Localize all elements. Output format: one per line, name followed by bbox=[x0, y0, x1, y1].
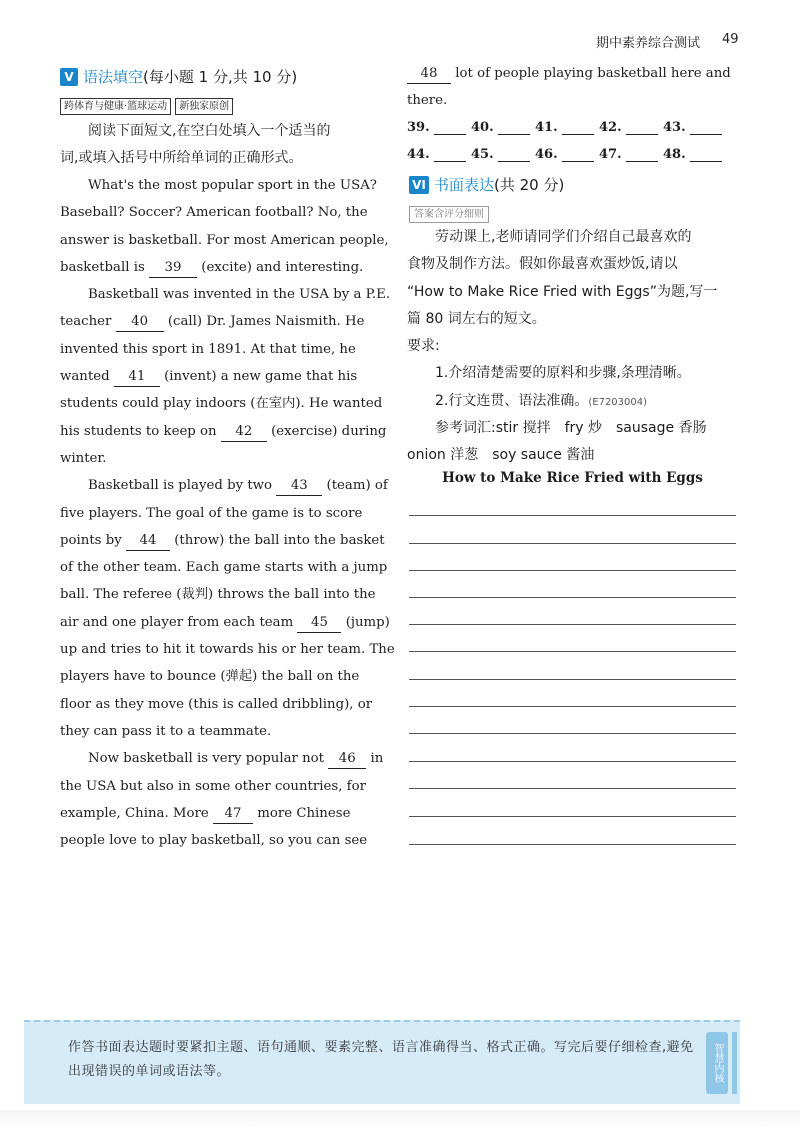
answer-item bbox=[471, 147, 535, 162]
section-6-tag-wrap bbox=[409, 202, 489, 223]
answer-number: 45. bbox=[471, 147, 494, 162]
passage-line bbox=[60, 418, 388, 445]
text: his students to keep on bbox=[60, 423, 217, 439]
answer-row-2 bbox=[407, 147, 727, 162]
answer-item bbox=[599, 147, 663, 162]
answer-item bbox=[471, 120, 535, 135]
answer-number: 43. bbox=[663, 120, 686, 135]
writing-line[interactable] bbox=[409, 705, 736, 707]
section-5-instruction bbox=[60, 118, 388, 173]
passage-line: the USA but also in some other countries, for bbox=[60, 778, 366, 794]
passage-line: players have to bounce (弹起) the ball on the bbox=[60, 669, 360, 685]
answer-line[interactable] bbox=[690, 149, 722, 162]
requirement-2 bbox=[407, 388, 737, 415]
passage-line: floor as they move (this is called dribbling), or bbox=[60, 696, 373, 712]
section-5-badge: V bbox=[60, 68, 78, 86]
answer-number: 46. bbox=[535, 147, 558, 162]
answer-line[interactable] bbox=[434, 122, 466, 135]
section-6-badge: VI bbox=[409, 176, 429, 194]
writing-line[interactable] bbox=[409, 623, 736, 625]
requirements-label: 要求: bbox=[407, 338, 440, 355]
tag-cross-subject: 跨体育与健康·篮球运动 bbox=[60, 98, 171, 115]
passage-line: five players. The goal of the game is to score bbox=[60, 505, 363, 521]
answer-line[interactable] bbox=[562, 122, 594, 135]
blank-43[interactable]: 43 bbox=[276, 477, 322, 496]
answer-item bbox=[407, 147, 471, 162]
passage-line: winter. bbox=[60, 450, 107, 466]
answer-line[interactable] bbox=[626, 122, 658, 135]
writing-line[interactable] bbox=[409, 569, 736, 571]
text: wanted bbox=[60, 369, 110, 385]
section-5-heading bbox=[60, 66, 297, 87]
text: (jump) bbox=[345, 614, 390, 630]
writing-line[interactable] bbox=[409, 678, 736, 680]
tip-text: 作答书面表达题时要紧扣主题、语句通顺、要素完整、语言准确得当、格式正确。写完后要仔细检查,避免出现错误的单词或语法等。 bbox=[68, 1040, 694, 1079]
writing-line[interactable] bbox=[409, 843, 736, 845]
section-5-name: 语法填空 bbox=[83, 68, 144, 86]
passage-line: people love to play basketball, so you can see bbox=[60, 833, 368, 849]
writing-line[interactable] bbox=[409, 760, 736, 762]
text: (team) of bbox=[326, 478, 388, 494]
page-number: 49 bbox=[722, 32, 739, 47]
section-5-score: (每小题 1 分,共 10 分) bbox=[143, 68, 298, 86]
answer-line[interactable] bbox=[626, 149, 658, 162]
passage-line bbox=[60, 472, 388, 499]
passage-line: up and tries to hit it towards his or her team. The bbox=[60, 642, 395, 658]
answer-number: 42. bbox=[599, 120, 622, 135]
answer-row-1 bbox=[407, 120, 727, 135]
passage-line: ball. The referee (裁判) throws the ball into the bbox=[60, 587, 376, 603]
answer-item bbox=[599, 120, 663, 135]
blank-48[interactable]: 48 bbox=[407, 65, 451, 84]
passage-line: there. bbox=[407, 93, 448, 109]
answer-number: 48. bbox=[663, 147, 686, 162]
writing-line[interactable] bbox=[409, 815, 736, 817]
text: (throw) the ball into the basket bbox=[174, 532, 385, 548]
prompt-line: 食物及制作方法。假如你最喜欢蛋炒饭,请以 bbox=[407, 256, 678, 273]
passage-line: Baseball? Soccer? American football? No, the bbox=[60, 205, 368, 221]
answer-line[interactable] bbox=[562, 149, 594, 162]
instruction-line-2: 词,或填入括号中所给单词的正确形式。 bbox=[60, 150, 303, 167]
text: Basketball is played by two bbox=[88, 478, 273, 494]
vocab-line-1: 参考词汇:stir 搅拌 fry 炒 sausage 香肠 bbox=[435, 420, 707, 437]
answer-item bbox=[407, 120, 471, 135]
text: (call) Dr. James Naismith. He bbox=[167, 314, 365, 330]
section-6-name: 书面表达 bbox=[434, 176, 495, 194]
text: example, China. More bbox=[60, 805, 209, 821]
passage-line bbox=[60, 800, 388, 827]
passage-line bbox=[407, 60, 735, 87]
section-6-score: (共 20 分) bbox=[494, 176, 565, 194]
blank-47[interactable]: 47 bbox=[213, 805, 253, 824]
text: 2.行文连贯、语法准确。 bbox=[435, 392, 589, 409]
prompt-line: 篇 80 词左右的短文。 bbox=[407, 310, 546, 327]
writing-line[interactable] bbox=[409, 650, 736, 652]
passage-line: of the other team. Each game starts with a jump bbox=[60, 560, 388, 576]
section-6-heading bbox=[409, 174, 564, 195]
blank-44[interactable]: 44 bbox=[126, 532, 170, 551]
text: Now basketball is very popular not bbox=[88, 751, 325, 767]
answer-number: 47. bbox=[599, 147, 622, 162]
writing-line[interactable] bbox=[409, 787, 736, 789]
answer-number: 41. bbox=[535, 120, 558, 135]
passage-line bbox=[60, 745, 388, 772]
text: lot of people playing basketball here and bbox=[455, 66, 731, 81]
writing-line[interactable] bbox=[409, 514, 736, 516]
answer-item bbox=[535, 147, 599, 162]
answer-line[interactable] bbox=[498, 122, 530, 135]
instruction-line-1: 阅读下面短文,在空白处填入一个适当的 bbox=[88, 123, 331, 139]
writing-line[interactable] bbox=[409, 542, 736, 544]
passage-line: they can pass it to a teammate. bbox=[60, 723, 272, 739]
writing-line[interactable] bbox=[409, 596, 736, 598]
passage-line bbox=[60, 527, 388, 554]
passage-line: invented this sport in 1891. At that time, he bbox=[60, 341, 356, 357]
passage-line: answer is basketball. For most American people, bbox=[60, 232, 389, 248]
blank-41[interactable]: 41 bbox=[114, 368, 160, 387]
passage-right-column bbox=[407, 60, 735, 115]
passage-line bbox=[60, 308, 388, 335]
answer-line[interactable] bbox=[498, 149, 530, 162]
text: teacher bbox=[60, 314, 112, 330]
text: air and one player from each team bbox=[60, 614, 294, 630]
blank-45[interactable]: 45 bbox=[297, 614, 341, 633]
passage-line: students could play indoors (在室内). He wanted bbox=[60, 396, 383, 412]
answer-number: 40. bbox=[471, 120, 494, 135]
section-6-prompt bbox=[407, 224, 737, 470]
text: basketball is bbox=[60, 259, 145, 275]
tip-stripe bbox=[732, 1032, 737, 1094]
passage-line bbox=[60, 254, 388, 281]
passage-line: Basketball was invented in the USA by a P.E. bbox=[88, 287, 391, 303]
page-header-title: 期中素养综合测试 bbox=[596, 36, 701, 51]
blank-40[interactable]: 40 bbox=[116, 313, 164, 332]
tip-badge: 智慧内核 bbox=[706, 1032, 728, 1094]
vocab-line-2: onion 洋葱 soy sauce 酱油 bbox=[407, 447, 595, 464]
blank-46[interactable]: 46 bbox=[328, 750, 366, 769]
text: points by bbox=[60, 532, 122, 548]
text: more Chinese bbox=[257, 805, 351, 821]
passage-left-column bbox=[60, 172, 395, 854]
answer-item bbox=[663, 120, 727, 135]
tag-scoring-rules: 答案含评分细则 bbox=[409, 206, 489, 223]
blank-39[interactable]: 39 bbox=[149, 259, 197, 278]
answer-item bbox=[663, 147, 727, 162]
text: (excite) and interesting. bbox=[201, 259, 364, 275]
essay-title: How to Make Rice Fried with Eggs bbox=[442, 470, 703, 486]
writing-line[interactable] bbox=[409, 732, 736, 734]
passage-line: What's the most popular sport in the USA? bbox=[88, 178, 377, 193]
answer-line[interactable] bbox=[690, 122, 722, 135]
requirement-1: 1.介绍清楚需要的原料和步骤,条理清晰。 bbox=[435, 365, 691, 382]
section-5-tags bbox=[60, 94, 237, 115]
passage-line bbox=[60, 609, 388, 636]
passage-line bbox=[60, 363, 388, 390]
tag-original: 新独家原创 bbox=[175, 98, 233, 115]
text: (exercise) during bbox=[271, 423, 387, 439]
prompt-line: 劳动课上,老师请同学们介绍自己最喜欢的 bbox=[435, 229, 692, 245]
blank-42[interactable]: 42 bbox=[221, 423, 267, 442]
prompt-line: “How to Make Rice Fried with Eggs”为题,写一 bbox=[407, 283, 718, 300]
answer-item bbox=[535, 120, 599, 135]
text: (invent) a new game that his bbox=[164, 369, 358, 385]
text: in bbox=[370, 751, 384, 767]
answer-line[interactable] bbox=[434, 149, 466, 162]
answer-number: 44. bbox=[407, 147, 430, 162]
item-code: (E7203004) bbox=[588, 396, 648, 408]
answer-number: 39. bbox=[407, 120, 430, 135]
page-bottom-shade bbox=[0, 1110, 800, 1130]
